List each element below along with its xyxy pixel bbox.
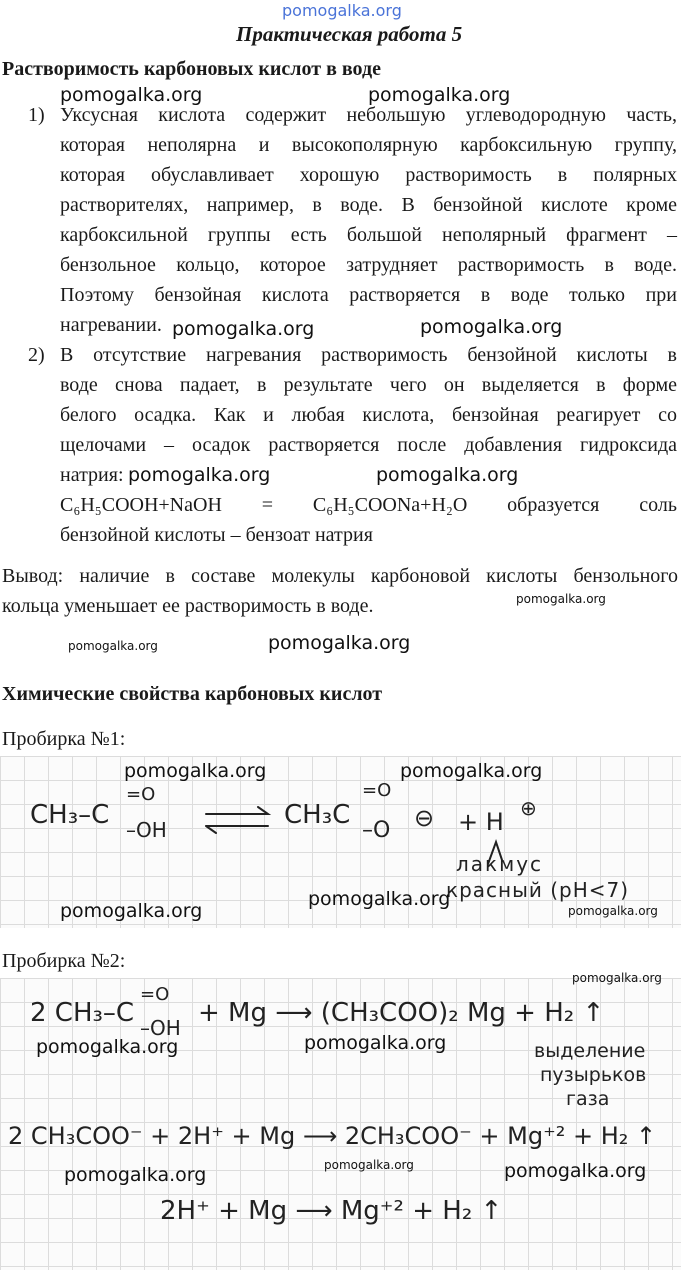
watermark[interactable]: pomogalka.org bbox=[60, 900, 203, 922]
tube-2-label: Пробирка №2: bbox=[2, 950, 126, 972]
watermark[interactable]: pomogalka.org bbox=[376, 464, 519, 486]
watermark[interactable]: pomogalka.org bbox=[304, 1032, 447, 1054]
reverse-arrow bbox=[206, 826, 268, 833]
watermark[interactable]: pomogalka.org bbox=[420, 316, 563, 338]
litmus-note: лакмус bbox=[456, 852, 544, 876]
item-2-tail: бензойной кислоты – бензоат натрия bbox=[60, 524, 373, 546]
reaction-1-hydroxyl: –OH bbox=[140, 1016, 181, 1040]
reaction-2-ionic: 2 CH₃COO⁻ + 2H⁺ + Mg ⟶ 2CH₃COO⁻ + Mg⁺² + H₂ ↑ bbox=[8, 1122, 657, 1150]
watermark[interactable]: pomogalka.org bbox=[504, 1160, 647, 1182]
equation-word-2: соль bbox=[639, 494, 677, 516]
watermark[interactable]: pomogalka.org bbox=[516, 592, 606, 606]
text-line: белого осадка. Как и любая кислота, бензойная реагирует со bbox=[60, 404, 677, 426]
watermark[interactable]: pomogalka.org bbox=[124, 760, 267, 782]
conclusion-line-2: кольца уменьшает ее растворимость в воде. bbox=[2, 595, 374, 617]
watermark[interactable]: pomogalka.org bbox=[568, 904, 658, 918]
watermark[interactable]: pomogalka.org bbox=[64, 1164, 207, 1186]
watermark[interactable]: pomogalka.org bbox=[400, 760, 543, 782]
section-heading-solubility: Растворимость карбоновых кислот в воде bbox=[2, 58, 381, 80]
text-line: нагревании. bbox=[60, 314, 162, 336]
gas-note-line-2: пузырьков bbox=[540, 1064, 647, 1086]
gas-note-line-3: газа bbox=[566, 1088, 610, 1110]
red-ph-note: красный (pH<7) bbox=[446, 878, 630, 902]
watermark[interactable]: pomogalka.org bbox=[36, 1036, 179, 1058]
text-line: которая неполярна и высокополярную карбоксильную группу, bbox=[60, 134, 677, 156]
hydroxyl-group: –OH bbox=[126, 818, 167, 842]
watermark[interactable]: pomogalka.org bbox=[572, 971, 662, 985]
acetic-acid-formula: CH₃–C bbox=[30, 800, 110, 830]
text-line: которая обуславливает хорошую растворимость в полярных bbox=[60, 164, 677, 186]
reaction-1-rest: + Mg ⟶ (CH₃COO)₂ Mg + H₂ ↑ bbox=[198, 998, 605, 1028]
text-line: натрия: bbox=[60, 464, 124, 486]
section-heading-chemical-properties: Химические свойства карбоновых кислот bbox=[2, 683, 383, 705]
positive-charge-icon: ⊕ bbox=[520, 796, 537, 820]
text-line: растворителях, например, в воде. В бензойной кислоте кроме bbox=[60, 194, 677, 216]
text-line: бензольное кольцо, которое затрудняет растворимость в воде. bbox=[60, 254, 677, 276]
text-line: Уксусная кислота содержит небольшую углеводородную часть, bbox=[60, 104, 677, 126]
reaction-equation bbox=[60, 490, 677, 520]
acetate-double-bond-oxygen: =O bbox=[362, 780, 392, 801]
gas-note-line-1: выделение bbox=[534, 1040, 646, 1062]
watermark-top[interactable]: pomogalka.org bbox=[282, 1, 402, 20]
item-number-1: 1) bbox=[28, 104, 45, 126]
reaction-1-double-bond-oxygen: =O bbox=[140, 984, 170, 1005]
conclusion bbox=[2, 561, 678, 621]
text-line: В отсутствие нагревания растворимость бензойной кислоты в bbox=[60, 344, 677, 366]
acetate-single-oxygen: –O bbox=[362, 818, 391, 843]
watermark[interactable]: pomogalka.org bbox=[128, 464, 271, 486]
hydrogen-ion: + H bbox=[458, 808, 504, 836]
watermark[interactable]: pomogalka.org bbox=[324, 1158, 414, 1172]
watermark[interactable]: pomogalka.org bbox=[308, 888, 451, 910]
page-title: Практическая работа 5 bbox=[236, 22, 463, 46]
item-number-2: 2) bbox=[28, 344, 45, 366]
negative-charge-icon: ⊖ bbox=[414, 804, 435, 832]
watermark[interactable]: pomogalka.org bbox=[268, 632, 411, 654]
text-line: карбоксильной группы есть большой неполярный фрагмент – bbox=[60, 224, 677, 246]
watermark[interactable]: pomogalka.org bbox=[60, 84, 203, 106]
item-1-text bbox=[60, 100, 677, 340]
acetate-formula: CH₃C bbox=[284, 800, 351, 830]
forward-arrow bbox=[206, 807, 268, 814]
tube-1-label: Пробирка №1: bbox=[2, 728, 126, 750]
reaction-3-short-ionic: 2H⁺ + Mg ⟶ Mg⁺² + H₂ ↑ bbox=[160, 1196, 503, 1226]
reaction-1-acid: 2 CH₃–C bbox=[30, 998, 135, 1028]
watermark[interactable]: pomogalka.org bbox=[68, 639, 158, 653]
equation-sign: = bbox=[261, 494, 274, 516]
watermark[interactable]: pomogalka.org bbox=[172, 318, 315, 340]
text-line: воде снова падает, в результате чего он выделяется в форме bbox=[60, 374, 677, 396]
watermark[interactable]: pomogalka.org bbox=[368, 84, 511, 106]
equation-right: C₆H₅COONa+H₂O bbox=[312, 494, 468, 516]
text-line: Поэтому бензойная кислота растворяется в воде только при bbox=[60, 284, 677, 306]
conclusion-line-1: Вывод: наличие в составе молекулы карбоновой кислоты бензольного bbox=[2, 565, 678, 587]
double-bond-oxygen: =O bbox=[126, 784, 156, 805]
equation-left: C₆H₅COOH+NaOH bbox=[60, 494, 222, 516]
text-line: щелочами – осадок растворяется после добавления гидроксида bbox=[60, 434, 677, 456]
equation-word-1: образуется bbox=[507, 494, 600, 516]
